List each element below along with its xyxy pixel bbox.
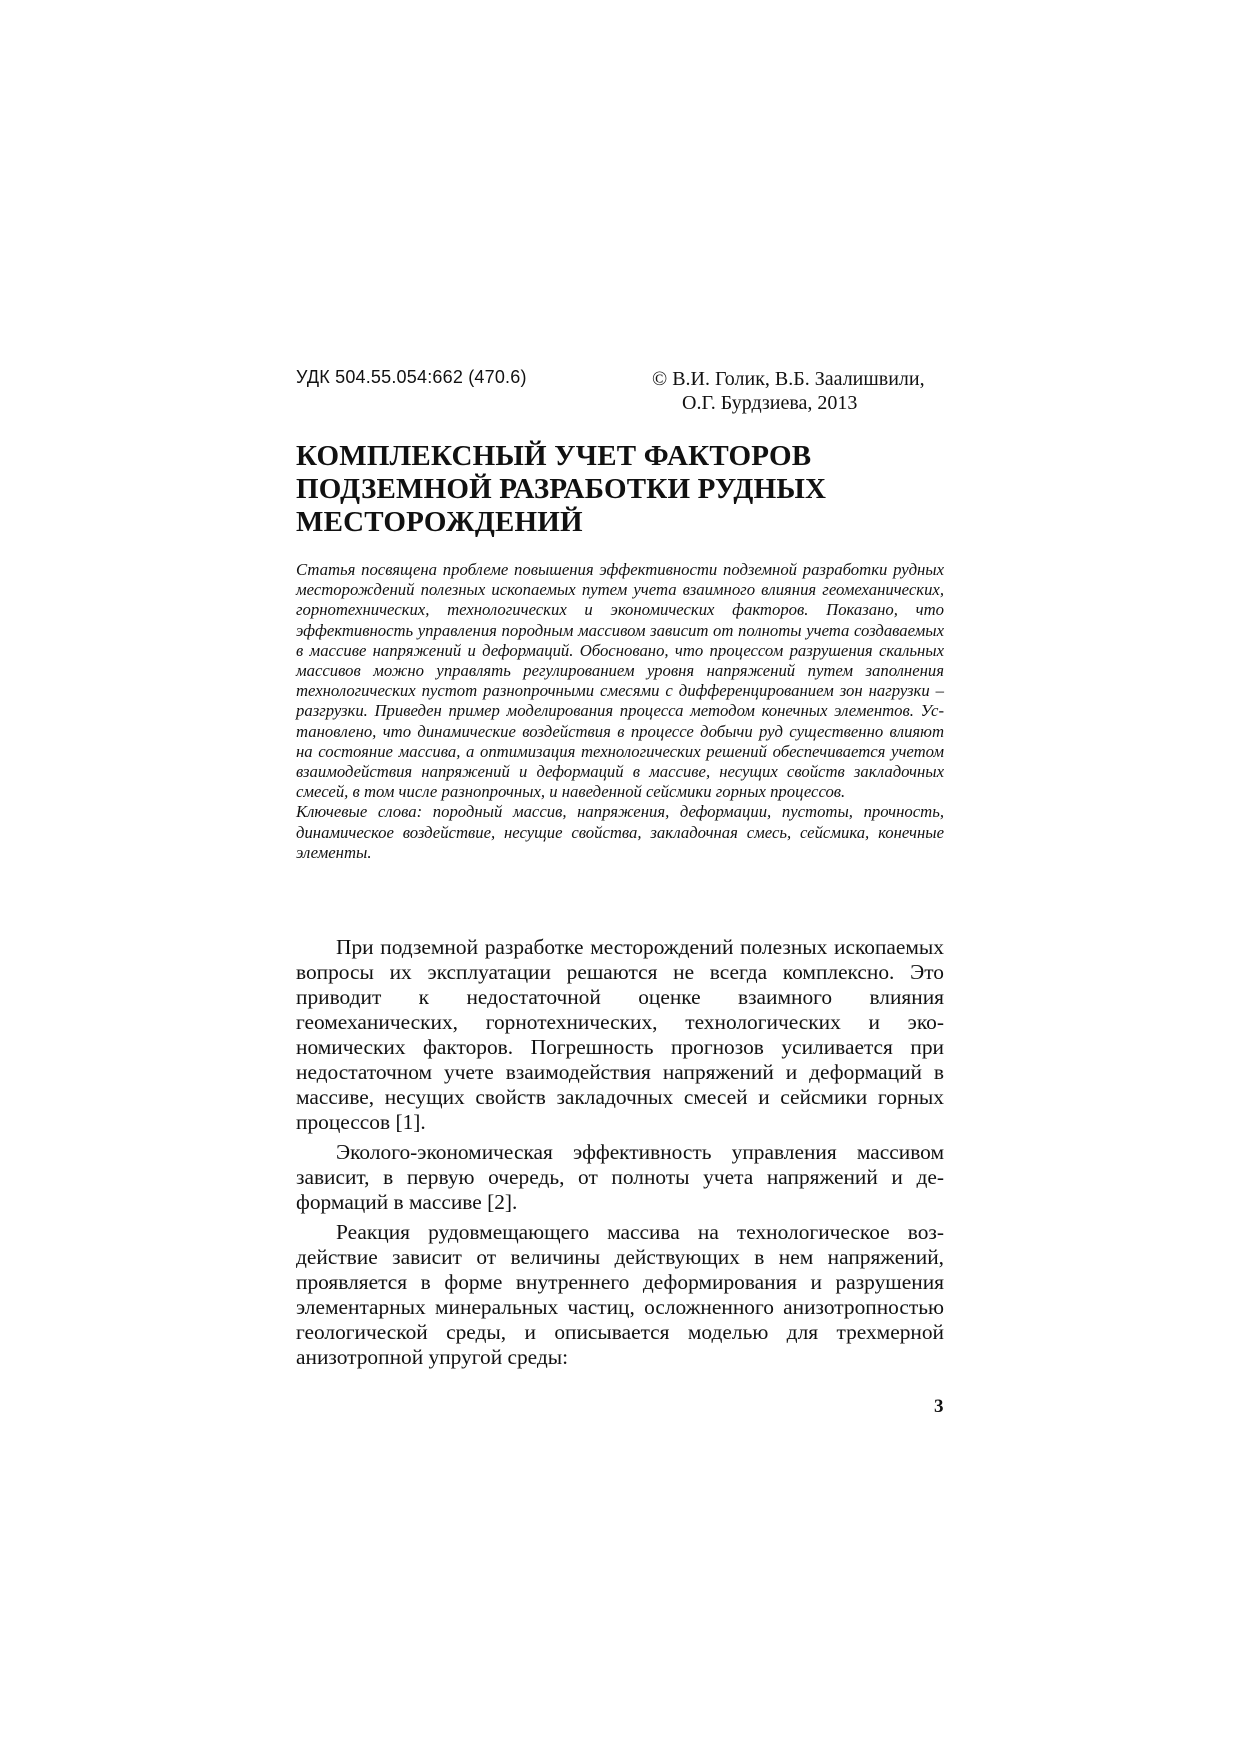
copyright-authors (652, 367, 942, 415)
keywords: Ключевые слова: породный массив, напряжения, деформации, пустоты, прочность, динамическое воздействие, несущие свойства, закладочная смесь, сейсмика, конечные элементы. (296, 802, 944, 862)
article-body (296, 935, 944, 1375)
authors-line-2: О.Г. Бурдзиева, 2013 (682, 392, 858, 414)
page-number: 3 (934, 1396, 944, 1417)
body-paragraph-1: При подземной разработке месторождений полезных ископаемых вопросы их эксплуатации решаются не всегда комплексно. Это приводит к недостаточной оценке взаимного влияния геомеханических, горнотехнических, технологических и экономических факторов. Погрешность прогнозов усиливается при недостаточном учете взаимодействия напряжений и деформаций в массиве, несущих свойств закладочных смесей и сейсмики горных процессов [1]. (296, 935, 944, 1134)
article-title (296, 440, 946, 539)
body-paragraph-3: Реакция рудовмещающего массива на технологическое воздействие зависит от величины действующих в нем напряжений, проявляется в форме внутреннего деформирования и разрушения элементарных минеральных частиц, осложненного анизотропностью геологической среды, и описывается моделью для трехмерной анизотропной упругой среды: (296, 1220, 944, 1369)
title-line-1: КОМПЛЕКСНЫЙ УЧЕТ ФАКТОРОВ (296, 440, 812, 472)
abstract-text: Статья посвящена проблеме повышения эффективности подземной разработки рудных месторождений полезных ископаемых путем учета взаимного влияния геомеханических, горнотехнических, технологических и экономических факторов. Показано, что эффективность управления породным массивом зависит от полноты учета создаваемых в массиве напряжений и деформаций. Обосновано, что процессом разрушения скальных массивов можно управлять регулированием уровня напряжений путем заполнения технологических пустот разнопрочными смесями с дифференцированием зон нагрузки – разгрузки. Приведен пример моделирования процесса методом конечных элементов. Установлено, что динамические воздействия в процессе добычи руд существенно влияют на состояние массива, а оптимизация технологических решений обеспечивается учетом взаимодействия напряжений и деформаций в массиве, несущих свойств закладочных смесей, в том числе разнопрочных, и наведенной сейсмики горных процессов. (296, 560, 944, 802)
body-paragraph-2: Эколого-экономическая эффективность управления массивом зависит, в первую очередь, от полноты учета напряжений и деформаций в массиве [2]. (296, 1140, 944, 1214)
authors-line-1: © В.И. Голик, В.Б. Заалишвили, (652, 368, 925, 390)
title-line-2: ПОДЗЕМНОЙ РАЗРАБОТКИ РУДНЫХ (296, 473, 827, 505)
abstract (296, 560, 944, 863)
udk-code: УДК 504.55.054:662 (470.6) (296, 367, 527, 387)
title-line-3: МЕСТОРОЖДЕНИЙ (296, 506, 583, 538)
